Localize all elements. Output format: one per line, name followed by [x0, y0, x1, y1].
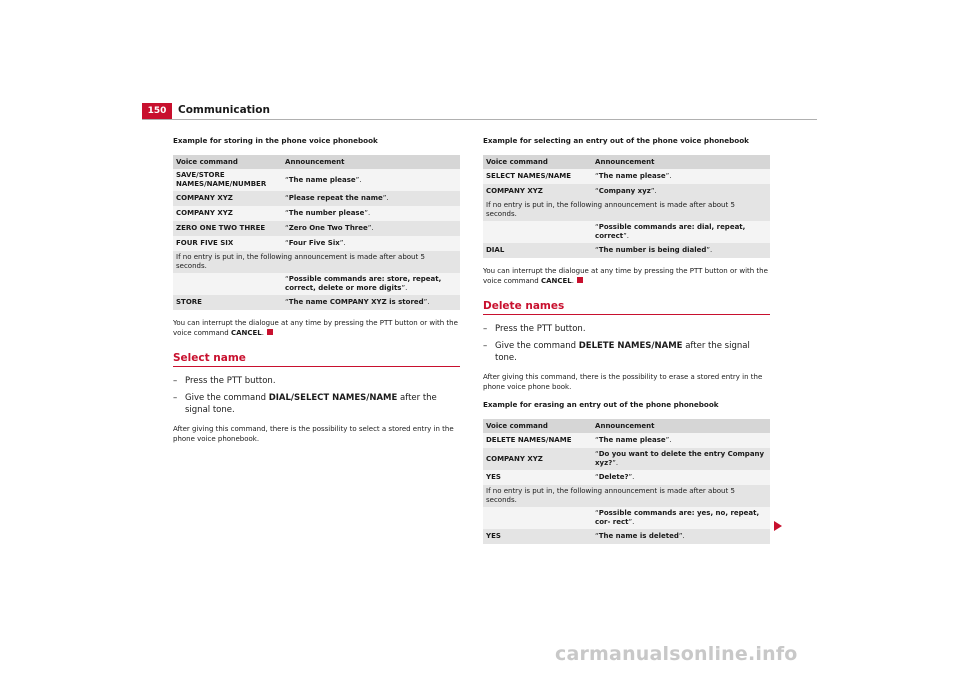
voice-command: COMPANY XYZ	[483, 184, 592, 199]
voice-command: SELECT NAMES/NAME	[483, 169, 592, 184]
list-item: – Press the PTT button.	[483, 324, 586, 334]
announcement: “Company xyz”.	[592, 184, 770, 199]
table-header-row	[483, 155, 770, 169]
table-row	[483, 433, 770, 448]
table-row	[483, 470, 770, 485]
table-row	[483, 448, 770, 470]
announcement: “The name please”.	[592, 433, 770, 448]
header-divider	[142, 119, 817, 120]
announcement: “Delete?”.	[592, 470, 770, 485]
select-steps	[173, 375, 460, 416]
voice-command	[173, 273, 282, 295]
announcement: “Possible commands are: yes, no, repeat, cor- rect”.	[592, 507, 770, 529]
voice-command	[483, 221, 592, 243]
delete-names-heading: Delete names	[483, 300, 770, 315]
table-row	[483, 507, 770, 529]
announcement: “Please repeat the name”.	[282, 191, 460, 206]
announcement: “The name please”.	[592, 169, 770, 184]
announcement: “Zero One Two Three”.	[282, 221, 460, 236]
voice-command: ZERO ONE TWO THREE	[173, 221, 282, 236]
table-row	[483, 243, 770, 258]
table-note-row	[173, 251, 460, 273]
announcement: “Do you want to delete the entry Company xyz?”.	[592, 448, 770, 470]
erase-table-caption: Example for erasing an entry out of the phone phonebook	[483, 400, 719, 409]
watermark: carmanualsonline.info	[555, 643, 798, 665]
column-header: Voice command	[173, 155, 282, 169]
announcement: “The name COMPANY XYZ is stored”.	[282, 295, 460, 310]
store-table	[173, 155, 460, 310]
page-number: 150	[142, 103, 172, 119]
list-item: – Press the PTT button.	[173, 376, 276, 386]
timeout-note: If no entry is put in, the following announcement is made after about 5 seconds.	[173, 251, 460, 273]
select-table-caption: Example for selecting an entry out of the phone voice phonebook	[483, 136, 749, 145]
table-row	[173, 206, 460, 221]
select-name-heading: Select name	[173, 352, 460, 367]
timeout-note: If no entry is put in, the following announcement is made after about 5 seconds.	[483, 485, 770, 507]
store-table-caption: Example for storing in the phone voice phonebook	[173, 136, 378, 145]
select-table	[483, 155, 770, 258]
announcement: “The number please”.	[282, 206, 460, 221]
table-note-row	[483, 485, 770, 507]
voice-command: FOUR FIVE SIX	[173, 236, 282, 251]
list-item: – Give the command DIAL/SELECT NAMES/NAME after the signal tone.	[173, 393, 437, 415]
table-row	[173, 236, 460, 251]
voice-command: COMPANY XYZ	[483, 448, 592, 470]
announcement: “Possible commands are: dial, repeat, correct”.	[592, 221, 770, 243]
section-end-icon	[267, 329, 273, 335]
voice-command	[483, 507, 592, 529]
column-header: Announcement	[592, 419, 770, 433]
table-row	[173, 221, 460, 236]
column-header: Announcement	[282, 155, 460, 169]
erase-table	[483, 419, 770, 544]
voice-command: SAVE/STORE NAMES/NAME/NUMBER	[173, 169, 282, 191]
table-row	[173, 273, 460, 295]
table-header-row	[173, 155, 460, 169]
section-end-icon	[577, 277, 583, 283]
voice-command: DIAL	[483, 243, 592, 258]
interrupt-paragraph: You can interrupt the dialogue at any time by pressing the PTT button or with the voice command CANCEL.	[483, 267, 768, 285]
right-column	[483, 136, 770, 544]
table-header-row	[483, 419, 770, 433]
interrupt-paragraph: You can interrupt the dialogue at any time by pressing the PTT button or with the voice command CANCEL.	[173, 319, 458, 337]
delete-steps	[483, 323, 770, 364]
table-row	[173, 295, 460, 310]
left-column	[173, 136, 460, 444]
continue-arrow-icon	[774, 521, 782, 531]
voice-command: YES	[483, 470, 592, 485]
page-title: Communication	[178, 104, 270, 116]
timeout-note: If no entry is put in, the following announcement is made after about 5 seconds.	[483, 199, 770, 221]
announcement: “The name is deleted”.	[592, 529, 770, 544]
column-header: Voice command	[483, 419, 592, 433]
table-row	[173, 169, 460, 191]
announcement: “Four Five Six”.	[282, 236, 460, 251]
table-row	[483, 529, 770, 544]
delete-paragraph: After giving this command, there is the possibility to erase a stored entry in the phone voice phone book.	[483, 373, 763, 391]
voice-command: STORE	[173, 295, 282, 310]
announcement: “Possible commands are: store, repeat, correct, delete or more digits”.	[282, 273, 460, 295]
voice-command: COMPANY XYZ	[173, 191, 282, 206]
announcement: “The number is being dialed”.	[592, 243, 770, 258]
table-note-row	[483, 199, 770, 221]
column-header: Announcement	[592, 155, 770, 169]
list-item: – Give the command DELETE NAMES/NAME after the signal tone.	[483, 341, 750, 363]
voice-command: YES	[483, 529, 592, 544]
voice-command: COMPANY XYZ	[173, 206, 282, 221]
column-header: Voice command	[483, 155, 592, 169]
select-paragraph: After giving this command, there is the possibility to select a stored entry in the phone voice phonebook.	[173, 425, 454, 443]
voice-command: DELETE NAMES/NAME	[483, 433, 592, 448]
table-row	[483, 169, 770, 184]
table-row	[483, 184, 770, 199]
announcement: “The name please”.	[282, 169, 460, 191]
table-row	[483, 221, 770, 243]
table-row	[173, 191, 460, 206]
